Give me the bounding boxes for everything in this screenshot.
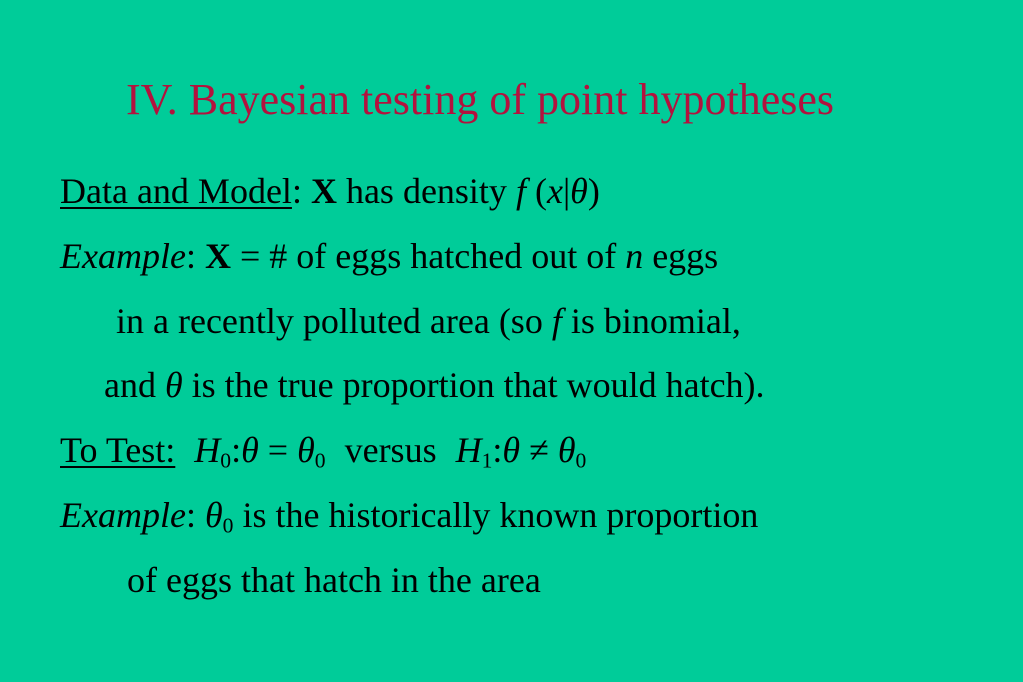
h0-theta: θ <box>241 430 259 470</box>
example-2-cont-text: of eggs that hatch in the area <box>127 560 541 600</box>
h0-symbol: H <box>194 430 221 470</box>
versus-text: versus <box>344 430 437 470</box>
density-text: has density <box>345 171 507 211</box>
h0-theta0-subscript: 0 <box>314 448 326 473</box>
example-2-theta-subscript: 0 <box>222 513 234 538</box>
example-1-continuation-1 <box>116 300 741 343</box>
example-2-theta: θ <box>204 495 223 535</box>
example-1-text: of eggs hatched out of <box>296 236 617 276</box>
h1-colon: : <box>492 430 503 470</box>
h0-theta0: θ <box>297 430 315 470</box>
h1-not-equal: ≠ <box>529 430 549 470</box>
example-1-cont-text-2: is binomial, <box>570 301 741 341</box>
paren-close: ) <box>587 171 600 211</box>
data-model-line <box>60 170 600 213</box>
example-1-cont-text: in a recently polluted area (so <box>116 301 543 341</box>
h0-colon: : <box>231 430 242 470</box>
example-1-cont-f: f <box>551 301 562 341</box>
h0-subscript: 0 <box>220 448 232 473</box>
example-1-equals: = <box>239 236 261 276</box>
example-2-text: is the historically known proportion <box>242 495 759 535</box>
example-1-continuation-2 <box>104 364 765 407</box>
data-model-colon: : <box>291 171 302 211</box>
example-2-line <box>60 494 758 537</box>
random-variable-x: X <box>310 171 337 211</box>
example-2-label: Example <box>60 495 186 535</box>
h1-symbol: H <box>455 430 482 470</box>
theta-symbol: θ <box>570 171 588 211</box>
example-1-label: Example <box>60 236 186 276</box>
to-test-line <box>60 429 586 472</box>
paren-open: ( <box>534 171 547 211</box>
density-f: f <box>515 171 526 211</box>
example-1-var-x: X <box>204 236 231 276</box>
conditional-bar: | <box>562 171 571 211</box>
example-2-colon: : <box>185 495 196 535</box>
example-1-cont2-theta: θ <box>164 365 183 405</box>
example-1-line <box>60 235 718 278</box>
h1-theta0: θ <box>557 430 576 470</box>
example-1-colon: : <box>185 236 196 276</box>
example-1-n: n <box>625 236 644 276</box>
example-1-text-2: eggs <box>652 236 719 276</box>
data-model-label: Data and Model <box>60 171 292 211</box>
example-1-cont2-text: and <box>104 365 156 405</box>
example-2-continuation <box>127 559 541 602</box>
slide-title: IV. Bayesian testing of point hypotheses <box>126 75 834 124</box>
to-test-label: To Test: <box>60 430 176 470</box>
density-x: x <box>546 171 563 211</box>
h1-theta: θ <box>502 430 521 470</box>
h1-theta0-subscript: 0 <box>575 448 587 473</box>
example-1-cont2-text-2: is the true proportion that would hatch). <box>191 365 765 405</box>
h1-subscript: 1 <box>481 448 493 473</box>
h0-equals: = <box>267 430 289 470</box>
example-1-hash: # <box>269 236 288 276</box>
